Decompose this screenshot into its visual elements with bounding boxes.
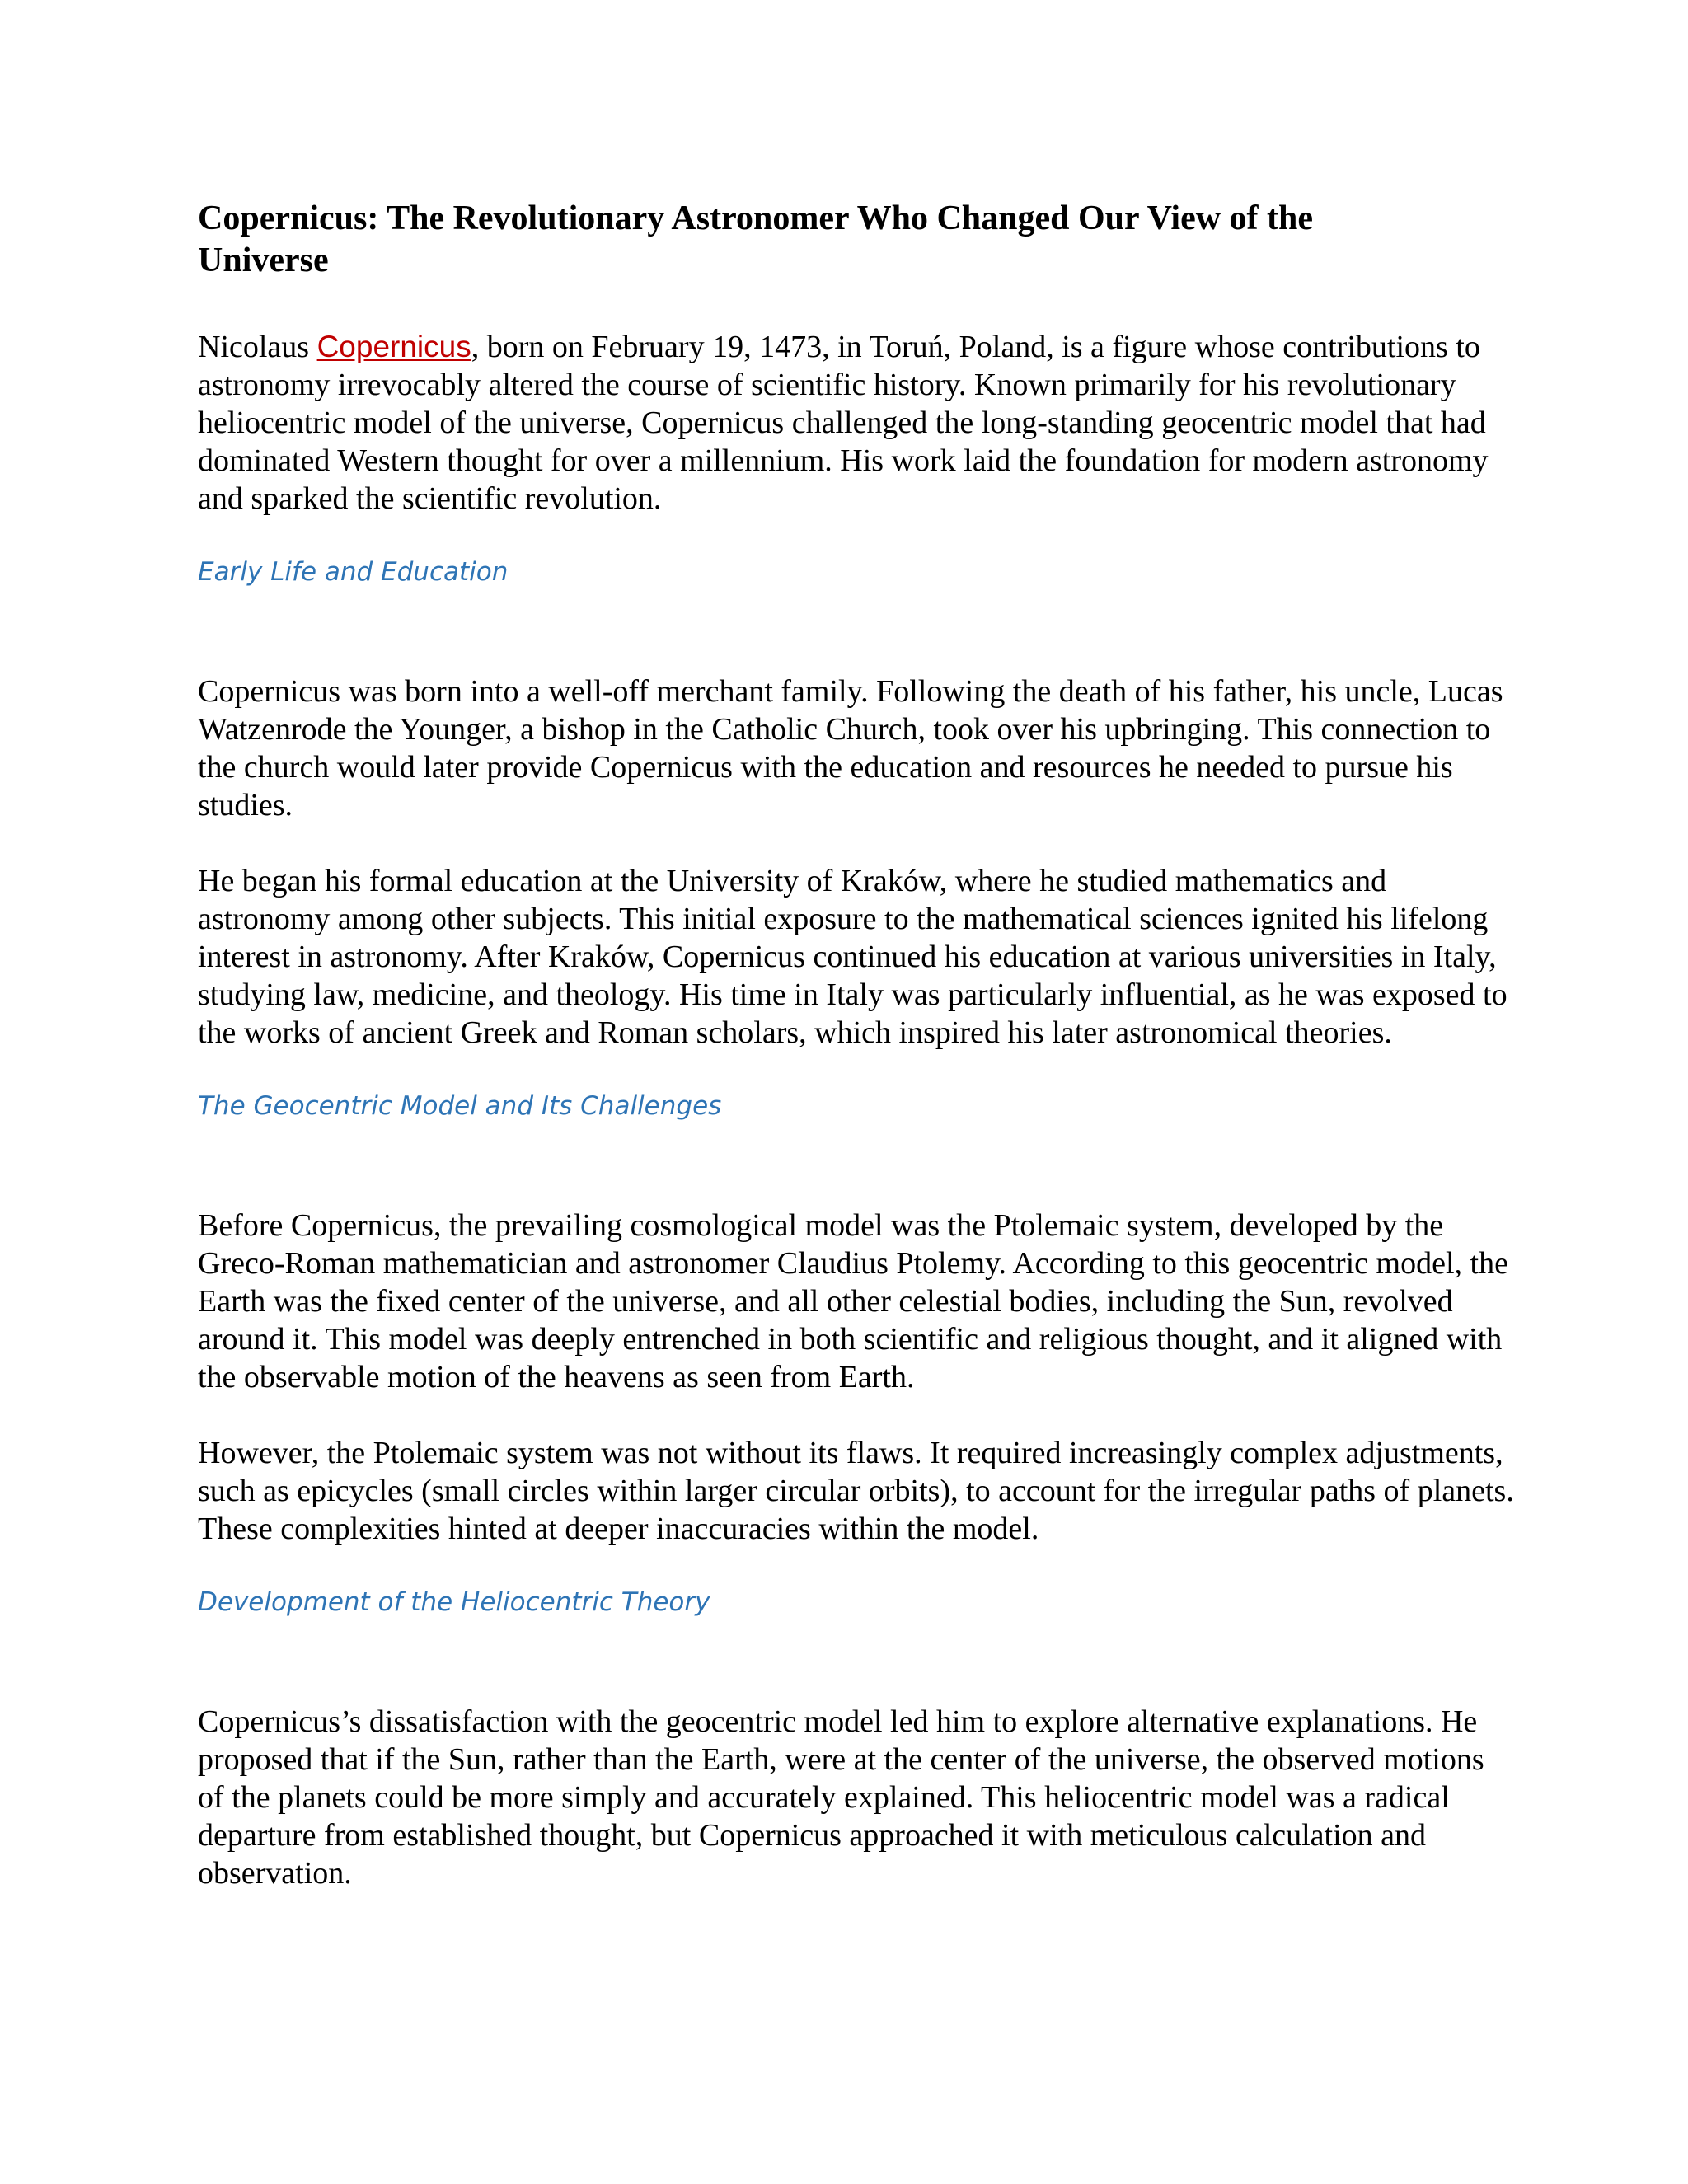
paragraph-early-life-2: He began his formal education at the University of Kraków, where he studied mathematics and astronomy among other subjects. This initial exposure to the mathematical sciences ignited his lifelong interest in astronomy. After Kraków, Copernicus continued his education at various universities in Italy, studying law, medicine, and theology. His time in Italy was particularly influential, as he was exposed to the works of ancient Greek and Roman scholars, which inspired his later astronomical theories. <box>198 864 1507 1050</box>
intro-text-rest: , born on February 19, 1473, in Toruń, Poland, is a figure whose contributions to astronomy irrevocably altered the course of scientific history. Known primarily for his revolutionary heliocentric model of the universe, Copernicus challenged the long-standing geocentric model that had dominated Western thought for over a millennium. His work laid the foundation for modern astronomy and sparked the scientific revolution. <box>198 330 1489 516</box>
paragraph-early-life-1: Copernicus was born into a well-off merchant family. Following the death of his father, his uncle, Lucas Watzenrode the Younger, a bishop in the Catholic Church, took over his upbringing. This connection to the church would later provide Copernicus with the education and resources he needed to pursue his studies. <box>198 674 1503 823</box>
paragraph-geocentric-2: However, the Ptolemaic system was not without its flaws. It required increasingly complex adjustments, such as epicycles (small circles within larger circular orbits), to account for the irregular paths of planets. These complexities hinted at deeper inaccuracies within the model. <box>198 1436 1514 1546</box>
section-heading-geocentric-model: The Geocentric Model and Its Challenges <box>198 1091 722 1121</box>
copernicus-link[interactable]: Copernicus <box>316 330 471 363</box>
paragraph-geocentric-1: Before Copernicus, the prevailing cosmological model was the Ptolemaic system, developed by the Greco-Roman mathematician and astronomer Claudius Ptolemy. According to this geocentric model, the Earth was the fixed center of the universe, and all other celestial bodies, including the Sun, revolved around it. This model was deeply entrenched in both scientific and religious thought, and it aligned with the observable motion of the heavens as seen from Earth. <box>198 1208 1508 1394</box>
document-body <box>198 198 1517 1892</box>
document-title: Copernicus: The Revolutionary Astronomer Who Changed Our View of the Universe <box>198 199 1314 279</box>
section-heading-heliocentric-theory: Development of the Heliocentric Theory <box>198 1587 710 1617</box>
section-heading-early-life: Early Life and Education <box>198 557 509 587</box>
intro-paragraph <box>198 328 1517 518</box>
paragraph-heliocentric-1: Copernicus’s dissatisfaction with the geocentric model led him to explore alternative explanations. He proposed that if the Sun, rather than the Earth, were at the center of the universe, the observed motions of the planets could be more simply and accurately explained. This heliocentric model was a radical departure from established thought, but Copernicus approached it with meticulous calculation and observation. <box>198 1704 1484 1891</box>
intro-text-start: Nicolaus <box>198 330 317 364</box>
